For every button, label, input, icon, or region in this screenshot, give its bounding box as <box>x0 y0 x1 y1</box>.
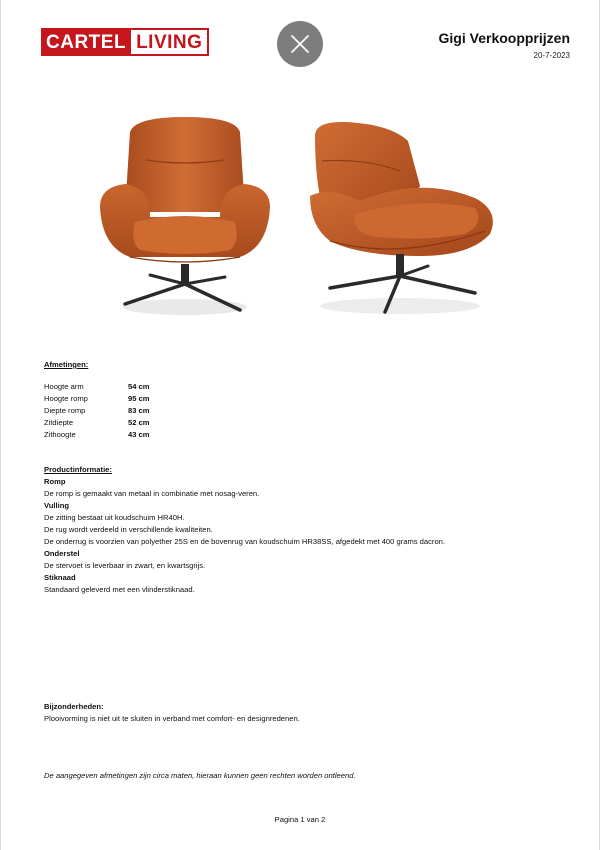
page-number: Pagina 1 van 2 <box>274 815 326 824</box>
dimension-value: 83 cm <box>128 406 150 415</box>
close-icon <box>289 33 311 55</box>
cartel-living-logo <box>41 28 209 56</box>
dimension-value: 95 cm <box>128 394 150 403</box>
dimension-row <box>44 405 150 417</box>
dimension-label: Hoogte arm <box>44 382 84 391</box>
dimensions-table <box>44 381 150 441</box>
special-text: Plooivorming is niet uit te sluiten in verband met comfort- en designredenen. <box>44 714 300 723</box>
dimension-label: Zitdiepte <box>44 418 74 427</box>
dimension-row <box>44 393 150 405</box>
chair-side-image <box>300 116 505 321</box>
disclaimer-text: De aangegeven afmetingen zijn circa maten, hieraan kunnen geen rechten worden ontleend. <box>44 771 356 780</box>
dimension-row <box>44 381 150 393</box>
dimension-label: Zithoogte <box>44 430 76 439</box>
logo-cartel: CARTEL <box>41 28 131 56</box>
document-date: 20-7-2023 <box>533 51 570 60</box>
stiknaad-text: Standaard geleverd met een vlinderstiknaad. <box>44 585 195 594</box>
dimension-label: Hoogte romp <box>44 394 88 403</box>
romp-text: De romp is gemaakt van metaal in combinatie met nosag-veren. <box>44 489 260 498</box>
dimension-row <box>44 429 150 441</box>
special-heading: Bijzonderheden: <box>44 702 104 711</box>
vulling-text-3: De onderrug is voorzien van polyether 25S en de bovenrug van koudschuim HR38SS, afgedekt met 400 grams dacron. <box>44 537 446 546</box>
dimension-value: 54 cm <box>128 382 150 391</box>
vulling-text-1: De zitting bestaat uit koudschuim HR40H. <box>44 513 185 522</box>
chair-front-image <box>90 112 280 322</box>
product-info-heading: Productinformatie: <box>44 465 112 474</box>
romp-title: Romp <box>44 477 66 486</box>
dimensions-heading: Afmetingen: <box>44 360 89 369</box>
vulling-text-2: De rug wordt verdeeld in verschillende kwaliteiten. <box>44 525 213 534</box>
dimension-label: Diepte romp <box>44 406 86 415</box>
logo-living: LIVING <box>131 28 209 56</box>
close-button[interactable] <box>277 21 323 67</box>
dimension-value: 52 cm <box>128 418 150 427</box>
document-title: Gigi Verkoopprijzen <box>438 30 570 46</box>
vulling-title: Vulling <box>44 501 70 510</box>
stiknaad-title: Stiknaad <box>44 573 76 582</box>
dimension-row <box>44 417 150 429</box>
dimension-value: 43 cm <box>128 430 150 439</box>
onderstel-title: Onderstel <box>44 549 80 558</box>
onderstel-text: De stervoet is leverbaar in zwart, en kwartsgrijs. <box>44 561 206 570</box>
